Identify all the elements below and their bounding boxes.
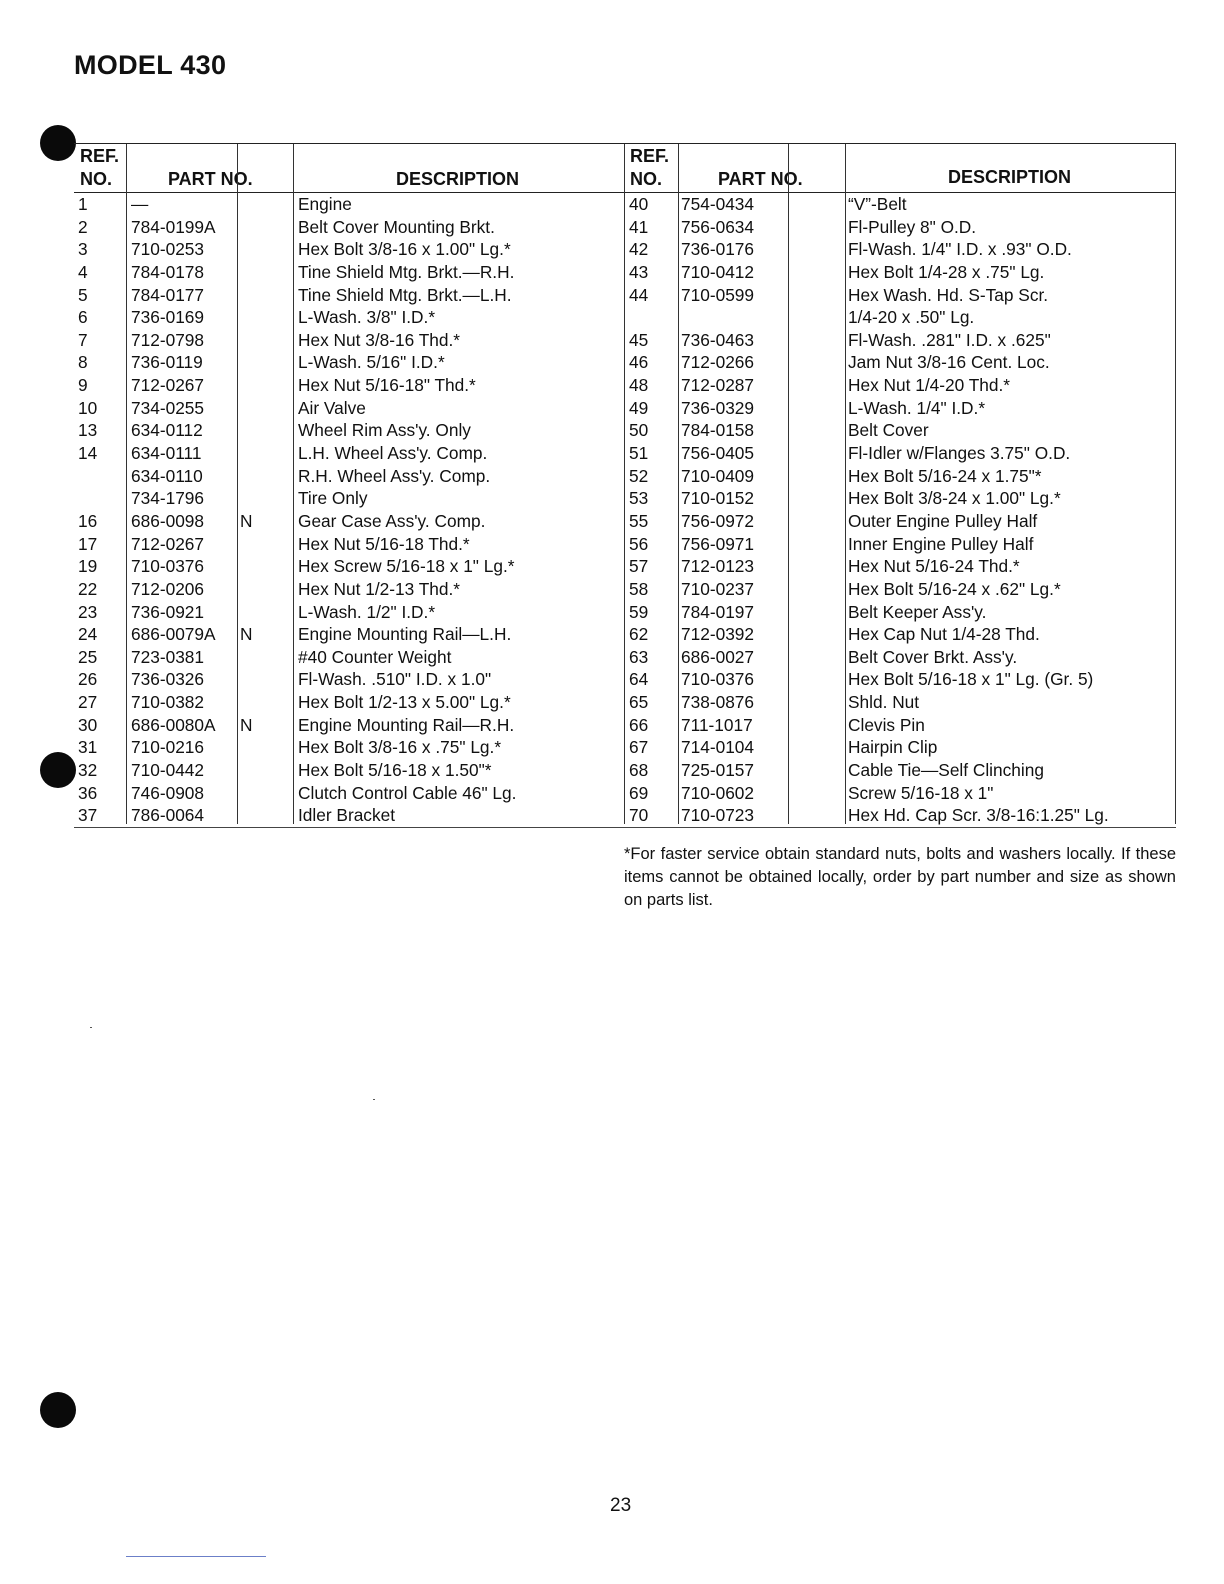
description-cell: L-Wash. 3/8" I.D.* [298, 307, 436, 328]
table-row [74, 374, 624, 397]
description-cell: Gear Case Ass'y. Comp. [298, 510, 486, 531]
table-row [624, 329, 1176, 352]
ref-header-line1: REF. [630, 146, 670, 166]
part-no-cell: 712-0287 [681, 375, 755, 396]
column-divider [624, 144, 625, 824]
right-rows [624, 193, 1176, 828]
part-no-cell: 756-0634 [681, 216, 755, 237]
description-cell: Shld. Nut [848, 692, 920, 713]
table-row [74, 216, 624, 239]
ref-no-cell: 2 [78, 216, 88, 237]
table-row [74, 351, 624, 374]
table-row [74, 238, 624, 261]
ref-no-cell: 59 [629, 601, 649, 622]
description-cell: Fl-Wash. .281" I.D. x .625" [848, 329, 1051, 350]
description-cell: L-Wash. 1/2" I.D.* [298, 601, 436, 622]
left-rows [74, 193, 624, 828]
table-row [624, 284, 1176, 307]
part-no-cell: 786-0064 [131, 805, 205, 826]
part-no-cell: 784-0177 [131, 284, 205, 305]
description-cell: Hex Hd. Cap Scr. 3/8-16:1.25" Lg. [848, 805, 1109, 826]
table-row [74, 533, 624, 556]
table-row [624, 782, 1176, 805]
table-row [74, 261, 624, 284]
description-cell: Belt Keeper Ass'y. [848, 601, 987, 622]
part-no-cell: 634-0111 [131, 443, 202, 464]
description-cell: Hairpin Clip [848, 737, 938, 758]
ref-no-cell: 17 [78, 533, 98, 554]
description-cell: Fl-Wash. .510" I.D. x 1.0" [298, 669, 492, 690]
table-row [624, 261, 1176, 284]
description-cell: Belt Cover Mounting Brkt. [298, 216, 495, 237]
description-cell: R.H. Wheel Ass'y. Comp. [298, 465, 491, 486]
table-row [74, 397, 624, 420]
footer-rule [126, 1556, 266, 1557]
description-cell: L-Wash. 1/4" I.D.* [848, 397, 986, 418]
part-no-cell: — [131, 194, 149, 214]
description-cell: Hex Screw 5/16-18 x 1" Lg.* [298, 556, 515, 577]
table-row [74, 555, 624, 578]
part-no-cell: 784-0178 [131, 261, 205, 282]
table-row [624, 193, 1176, 216]
part-no-cell: 712-0267 [131, 375, 205, 396]
part-no-cell: 756-0972 [681, 510, 755, 531]
part-no-cell: 710-0412 [681, 261, 755, 282]
part-no-cell: 714-0104 [681, 737, 755, 758]
scan-speck [90, 1027, 92, 1028]
table-row [74, 646, 624, 669]
part-no-cell: 710-0442 [131, 760, 205, 781]
description-cell: Cable Tie—Self Clinching [848, 760, 1044, 781]
ref-no-cell: 13 [78, 420, 98, 441]
description-cell: Hex Bolt 5/16-18 x 1.50"* [298, 760, 492, 781]
part-no-cell: 710-0723 [681, 805, 755, 826]
ref-no-cell: 26 [78, 669, 98, 690]
binder-hole [40, 1392, 76, 1428]
table-row [624, 533, 1176, 556]
description-cell: Fl-Idler w/Flanges 3.75" O.D. [848, 443, 1071, 464]
description-cell: Hex Bolt 5/16-24 x 1.75"* [848, 465, 1042, 486]
part-no-cell: 734-0255 [131, 397, 205, 418]
part-no-cell: 710-0253 [131, 239, 205, 260]
ref-no-cell: 51 [629, 443, 649, 464]
part-no-cell: 784-0197 [681, 601, 755, 622]
table-row [74, 306, 624, 329]
column-divider [845, 144, 846, 824]
table-row [624, 736, 1176, 759]
description-cell: Tine Shield Mtg. Brkt.—R.H. [298, 261, 515, 282]
description-cell: Idler Bracket [298, 805, 396, 826]
part-no-cell: 736-0463 [681, 329, 755, 350]
column-divider [678, 144, 679, 824]
part-no-cell: 736-0921 [131, 601, 205, 622]
description-cell: Engine [298, 194, 352, 214]
part-no-cell: 756-0971 [681, 533, 755, 554]
part-no-header: PART NO. [168, 169, 253, 189]
table-row [74, 193, 624, 216]
part-no-cell: 712-0267 [131, 533, 205, 554]
ref-no-cell: 25 [78, 646, 98, 667]
part-no-cell: 710-0376 [131, 556, 205, 577]
part-no-cell: 784-0199A [131, 216, 216, 237]
column-divider [293, 144, 294, 824]
description-cell: Hex Nut 5/16-24 Thd.* [848, 556, 1020, 577]
part-no-cell: 736-0119 [131, 352, 203, 373]
part-no-cell: 784-0158 [681, 420, 755, 441]
ref-no-cell: 64 [629, 669, 649, 690]
table-row [74, 691, 624, 714]
binder-hole [40, 125, 76, 161]
footnote: *For faster service obtain standard nuts, bolts and washers locally. If these items cannot be obtained locally, order by part number and size as shown on parts list. [624, 845, 1176, 909]
part-no-cell: 710-0602 [681, 782, 755, 803]
description-cell: Hex Bolt 5/16-18 x 1" Lg. (Gr. 5) [848, 669, 1094, 690]
parts-table-left [74, 144, 624, 828]
part-no-cell: 712-0123 [681, 556, 755, 577]
ref-header-line2: NO. [630, 169, 663, 189]
ref-no-cell: 24 [78, 624, 98, 645]
ref-no-cell: 53 [629, 488, 649, 509]
part-no-cell: 710-0152 [681, 488, 755, 509]
part-no-cell: 736-0326 [131, 669, 205, 690]
part-no-cell: 686-0080A [131, 714, 216, 735]
part-no-cell: 710-0382 [131, 692, 205, 713]
ref-no-cell: 66 [629, 714, 649, 735]
ref-no-cell: 16 [78, 510, 98, 531]
description-cell: Fl-Wash. 1/4" I.D. x .93" O.D. [848, 239, 1072, 260]
description-cell: Clutch Control Cable 46" Lg. [298, 782, 517, 803]
flag-cell: N [240, 510, 253, 531]
ref-no-cell: 30 [78, 714, 98, 735]
ref-no-cell: 1 [78, 194, 88, 214]
ref-no-cell: 40 [629, 194, 649, 214]
ref-no-cell: 67 [629, 737, 649, 758]
description-header: DESCRIPTION [396, 169, 520, 189]
ref-no-cell: 52 [629, 465, 649, 486]
ref-no-cell: 68 [629, 760, 649, 781]
description-cell: Hex Bolt 3/8-16 x 1.00" Lg.* [298, 239, 511, 260]
part-no-cell: 712-0392 [681, 624, 755, 645]
part-no-cell: 710-0237 [681, 578, 755, 599]
table-row [624, 216, 1176, 239]
ref-no-cell: 69 [629, 782, 649, 803]
part-no-cell: 712-0266 [681, 352, 755, 373]
column-divider [1175, 144, 1176, 824]
table-row [624, 374, 1176, 397]
table-row [74, 601, 624, 624]
column-divider [237, 144, 238, 824]
ref-no-cell: 10 [78, 397, 98, 418]
ref-header-line1: REF. [80, 146, 120, 166]
part-no-cell: 686-0027 [681, 646, 755, 667]
table-row [624, 419, 1176, 442]
description-cell: Hex Bolt 3/8-16 x .75" Lg.* [298, 737, 502, 758]
description-cell: Belt Cover [848, 420, 929, 441]
part-no-cell: 686-0098 [131, 510, 205, 531]
table-row [74, 714, 624, 737]
table-row [74, 782, 624, 805]
description-cell: Inner Engine Pulley Half [848, 533, 1034, 554]
description-cell: Wheel Rim Ass'y. Only [298, 420, 471, 441]
ref-no-cell: 8 [78, 352, 88, 373]
part-no-cell: 710-0216 [131, 737, 205, 758]
part-no-cell: 712-0798 [131, 329, 205, 350]
part-no-cell: 710-0409 [681, 465, 755, 486]
ref-no-cell: 7 [78, 329, 88, 350]
table-row [74, 623, 624, 646]
description-cell: Hex Bolt 1/4-28 x .75" Lg. [848, 261, 1045, 282]
table-row [624, 510, 1176, 533]
description-cell: Clevis Pin [848, 714, 925, 735]
table-row [624, 578, 1176, 601]
ref-no-cell: 14 [78, 443, 98, 464]
table-row [624, 487, 1176, 510]
description-cell: Air Valve [298, 397, 366, 418]
description-cell: Fl-Pulley 8" O.D. [848, 216, 977, 237]
part-no-header: PART NO. [718, 169, 803, 189]
table-row [624, 714, 1176, 737]
ref-no-cell: 58 [629, 578, 649, 599]
table-row [624, 691, 1176, 714]
part-no-cell: 754-0434 [681, 194, 755, 214]
table-row [74, 284, 624, 307]
description-cell: Outer Engine Pulley Half [848, 510, 1038, 531]
ref-no-cell: 22 [78, 578, 98, 599]
table-row [74, 759, 624, 782]
description-cell: Engine Mounting Rail—R.H. [298, 714, 515, 735]
description-cell: Hex Bolt 1/2-13 x 5.00" Lg.* [298, 692, 511, 713]
ref-no-cell: 23 [78, 601, 98, 622]
description-cell: Engine Mounting Rail—L.H. [298, 624, 512, 645]
part-no-cell: 712-0206 [131, 578, 205, 599]
ref-no-cell: 46 [629, 352, 649, 373]
description-cell: “V”-Belt [848, 194, 907, 214]
parts-table [74, 143, 1176, 826]
description-cell: Hex Nut 1/4-20 Thd.* [848, 375, 1011, 396]
binder-hole [40, 752, 76, 788]
flag-cell: N [240, 624, 253, 645]
part-no-cell: 736-0176 [681, 239, 755, 260]
table-row [624, 668, 1176, 691]
ref-header-line2: NO. [80, 169, 113, 189]
ref-no-cell: 31 [78, 737, 98, 758]
table-row [74, 668, 624, 691]
ref-no-cell: 45 [629, 329, 649, 350]
table-row [624, 555, 1176, 578]
table-row [74, 419, 624, 442]
scan-speck [373, 1099, 375, 1100]
table-row [74, 329, 624, 352]
ref-no-cell: 57 [629, 556, 649, 577]
part-no-cell: 710-0599 [681, 284, 755, 305]
column-divider [126, 144, 127, 824]
ref-no-cell: 62 [629, 624, 649, 645]
table-row [624, 397, 1176, 420]
description-cell: #40 Counter Weight [298, 646, 452, 667]
flag-cell: N [240, 714, 253, 735]
ref-no-cell: 42 [629, 239, 649, 260]
table-header [74, 144, 624, 193]
ref-no-cell: 27 [78, 692, 98, 713]
table-row [624, 804, 1176, 827]
table-row [624, 238, 1176, 261]
ref-no-cell: 55 [629, 510, 649, 531]
table-row [624, 646, 1176, 669]
ref-no-cell: 50 [629, 420, 649, 441]
table-row [74, 442, 624, 465]
part-no-cell: 634-0110 [131, 465, 203, 486]
description-cell: Hex Nut 5/16-18" Thd.* [298, 375, 476, 396]
table-row [624, 306, 1176, 329]
part-no-cell: 710-0376 [681, 669, 755, 690]
parts-table-right [624, 144, 1176, 828]
ref-no-cell: 32 [78, 760, 98, 781]
description-cell: Tine Shield Mtg. Brkt.—L.H. [298, 284, 512, 305]
ref-no-cell: 43 [629, 261, 649, 282]
part-no-cell: 686-0079A [131, 624, 216, 645]
description-cell: Screw 5/16-18 x 1" [848, 782, 994, 803]
table-row [624, 351, 1176, 374]
part-no-cell: 725-0157 [681, 760, 755, 781]
description-cell: Hex Nut 1/2-13 Thd.* [298, 578, 461, 599]
description-cell: Belt Cover Brkt. Ass'y. [848, 646, 1018, 667]
ref-no-cell: 56 [629, 533, 649, 554]
ref-no-cell: 4 [78, 261, 88, 282]
description-header: DESCRIPTION [948, 167, 1072, 187]
table-row [624, 442, 1176, 465]
description-cell: Hex Nut 5/16-18 Thd.* [298, 533, 470, 554]
table-row [624, 601, 1176, 624]
part-no-cell: 736-0169 [131, 307, 205, 328]
ref-no-cell: 49 [629, 397, 649, 418]
table-row [74, 578, 624, 601]
description-cell: Hex Bolt 5/16-24 x .62" Lg.* [848, 578, 1061, 599]
table-row [74, 736, 624, 759]
description-cell: L-Wash. 5/16" I.D.* [298, 352, 445, 373]
ref-no-cell: 65 [629, 692, 649, 713]
part-no-cell: 736-0329 [681, 397, 755, 418]
description-cell: Jam Nut 3/8-16 Cent. Loc. [848, 352, 1050, 373]
table-row [74, 804, 624, 827]
table-row [74, 465, 624, 488]
table-row [74, 510, 624, 533]
ref-no-cell: 3 [78, 239, 88, 260]
ref-no-cell: 5 [78, 284, 88, 305]
column-divider [788, 144, 789, 824]
page-title: MODEL 430 [74, 50, 227, 80]
part-no-cell: 734-1796 [131, 488, 205, 509]
table-row [624, 759, 1176, 782]
table-row [624, 465, 1176, 488]
ref-no-cell: 36 [78, 782, 98, 803]
ref-no-cell: 41 [629, 216, 649, 237]
description-cell: Hex Cap Nut 1/4-28 Thd. [848, 624, 1040, 645]
part-no-cell: 634-0112 [131, 420, 203, 441]
page-number: 23 [610, 1495, 632, 1516]
part-no-cell: 738-0876 [681, 692, 755, 713]
table-header [624, 144, 1176, 193]
part-no-cell: 723-0381 [131, 646, 205, 667]
description-cell: Hex Wash. Hd. S-Tap Scr. [848, 284, 1049, 305]
part-no-cell: 711-1017 [681, 714, 753, 735]
ref-no-cell: 70 [629, 805, 649, 826]
ref-no-cell: 48 [629, 375, 649, 396]
ref-no-cell: 9 [78, 375, 88, 396]
ref-no-cell: 19 [78, 556, 98, 577]
part-no-cell: 756-0405 [681, 443, 755, 464]
part-no-cell: 746-0908 [131, 782, 205, 803]
description-cell: Hex Bolt 3/8-24 x 1.00" Lg.* [848, 488, 1061, 509]
ref-no-cell: 37 [78, 805, 98, 826]
table-row [624, 623, 1176, 646]
ref-no-cell: 44 [629, 284, 649, 305]
ref-no-cell: 63 [629, 646, 649, 667]
ref-no-cell: 6 [78, 307, 88, 328]
description-cell: 1/4-20 x .50" Lg. [848, 307, 975, 328]
description-cell: Hex Nut 3/8-16 Thd.* [298, 329, 461, 350]
table-row [74, 487, 624, 510]
description-cell: Tire Only [298, 488, 368, 509]
description-cell: L.H. Wheel Ass'y. Comp. [298, 443, 488, 464]
